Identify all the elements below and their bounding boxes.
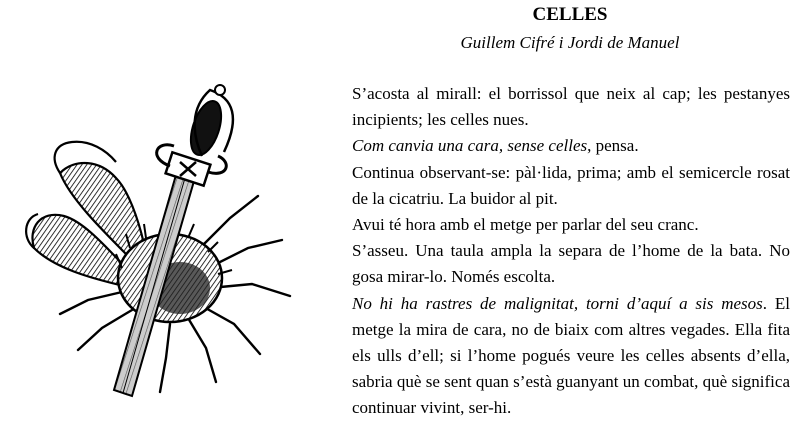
paragraph-text: . El metge la mira de cara, no de biaix com altres vegades. Ella fita els ulls d’ell; si l’home pogués veure les celles absents d’ella, sabria què se sent quan s’està guanyant un combat, què significa continuar vivint, ser-hi.	[352, 293, 791, 418]
paragraph: Continua observant-se: pàl·lida, prima; amb el semicercle rosat de la cicatriu. La buidor al pit.	[352, 162, 790, 208]
paragraph-text: , pensa.	[587, 136, 639, 156]
story-title: CELLES	[532, 4, 608, 25]
paragraph: Avui té hora amb el metge per parlar del seu cranc.	[352, 215, 699, 235]
paragraph	[352, 133, 790, 159]
inner-thought: Com canvia una cara, sense celles	[352, 136, 588, 156]
story-authors: Guillem Cifré i Jordi de Manuel	[460, 33, 680, 52]
paragraph: S’acosta al mirall: el borrissol que neix al cap; les pestanyes incipients; les celles nues.	[352, 84, 790, 130]
crab-sword-illustration	[20, 78, 310, 408]
paragraph: S’asseu. Una taula ampla la separa de l’home de la bata. No gosa mirar-lo. Només escolta.	[352, 241, 790, 287]
story-body	[352, 81, 790, 422]
doctor-quote: No hi ha rastres de malignitat, torni d’aquí a sis mesos	[352, 293, 763, 313]
paragraph	[352, 291, 790, 422]
